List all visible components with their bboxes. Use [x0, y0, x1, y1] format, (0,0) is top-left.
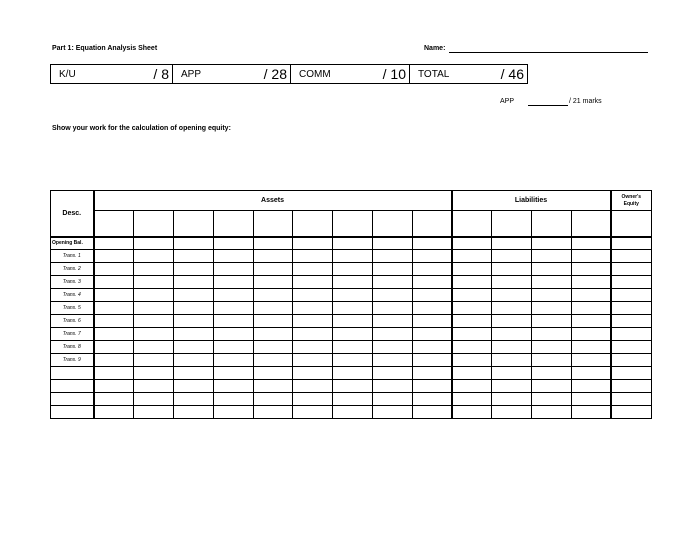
table-cell[interactable] [492, 367, 532, 380]
table-row [51, 276, 652, 289]
table-cell[interactable] [492, 302, 532, 315]
table-cell[interactable] [134, 406, 174, 419]
table-cell[interactable] [214, 354, 254, 367]
table-cell[interactable] [572, 341, 611, 354]
table-cell[interactable] [134, 367, 174, 380]
table-cell[interactable] [572, 250, 611, 263]
table-cell[interactable] [254, 406, 293, 419]
table-cell[interactable] [333, 380, 373, 393]
marks-label-comm: COMM [299, 69, 331, 80]
table-cell[interactable] [333, 315, 373, 328]
table-cell[interactable] [532, 393, 572, 406]
row-label: Trans. 8 [51, 341, 94, 354]
table-cell[interactable] [174, 289, 214, 302]
marks-cell-total [410, 65, 527, 83]
table-cell[interactable] [293, 393, 333, 406]
column-header-cell[interactable] [94, 211, 134, 237]
table-cell[interactable] [214, 341, 254, 354]
table-cell[interactable] [333, 289, 373, 302]
name-label: Name: [424, 45, 446, 52]
column-header-cell[interactable] [174, 211, 214, 237]
table-cell[interactable] [572, 354, 611, 367]
table-cell[interactable] [134, 393, 174, 406]
table-cell[interactable] [373, 341, 413, 354]
table-cell[interactable] [214, 276, 254, 289]
owners-equity-line1: Owner's [621, 193, 642, 200]
table-cell[interactable] [611, 367, 652, 380]
table-cell[interactable] [94, 380, 134, 393]
table-cell[interactable] [611, 315, 652, 328]
column-header-cell[interactable] [532, 211, 572, 237]
table-row [51, 328, 652, 341]
table-cell[interactable] [214, 406, 254, 419]
table-cell[interactable] [452, 237, 492, 250]
row-label: Opening Bal. [51, 237, 94, 250]
table-cell[interactable] [333, 263, 373, 276]
column-header-cell[interactable] [572, 211, 611, 237]
table-cell[interactable] [492, 354, 532, 367]
table-cell[interactable] [333, 406, 373, 419]
table-cell[interactable] [611, 237, 652, 250]
table-cell[interactable] [532, 250, 572, 263]
table-cell[interactable] [134, 315, 174, 328]
table-row [51, 367, 652, 380]
table-cell[interactable] [94, 289, 134, 302]
table-cell[interactable] [572, 276, 611, 289]
table-cell[interactable] [572, 289, 611, 302]
table-cell[interactable] [492, 276, 532, 289]
table-cell[interactable] [174, 341, 214, 354]
table-cell[interactable] [373, 354, 413, 367]
table-cell[interactable] [293, 341, 333, 354]
table-cell[interactable] [373, 276, 413, 289]
table-cell[interactable] [94, 328, 134, 341]
table-cell[interactable] [174, 393, 214, 406]
app-marks-value: / 21 marks [569, 98, 602, 105]
table-cell[interactable] [413, 406, 452, 419]
table-cell[interactable] [572, 237, 611, 250]
table-cell[interactable] [373, 250, 413, 263]
marks-label-ku: K/U [59, 69, 76, 80]
table-cell[interactable] [492, 250, 532, 263]
table-cell[interactable] [254, 250, 293, 263]
table-cell[interactable] [373, 302, 413, 315]
table-cell[interactable] [94, 250, 134, 263]
row-label [51, 406, 94, 419]
table-cell[interactable] [532, 367, 572, 380]
column-header-cell[interactable] [293, 211, 333, 237]
table-cell[interactable] [413, 328, 452, 341]
table-cell[interactable] [452, 393, 492, 406]
desc-header: Desc. [51, 191, 94, 237]
sheet-title: Part 1: Equation Analysis Sheet [52, 45, 158, 52]
table-cell[interactable] [492, 315, 532, 328]
table-cell[interactable] [373, 263, 413, 276]
table-cell[interactable] [293, 289, 333, 302]
table-cell[interactable] [413, 289, 452, 302]
table-cell[interactable] [174, 237, 214, 250]
table-cell[interactable] [94, 302, 134, 315]
table-cell[interactable] [452, 341, 492, 354]
equation-analysis-table [50, 190, 652, 419]
table-cell[interactable] [214, 263, 254, 276]
table-cell[interactable] [572, 263, 611, 276]
table-cell[interactable] [452, 406, 492, 419]
table-cell[interactable] [611, 302, 652, 315]
table-cell[interactable] [174, 276, 214, 289]
owners-equity-line2: Equity [623, 200, 639, 207]
table-row [51, 341, 652, 354]
row-label: Trans. 2 [51, 263, 94, 276]
table-cell[interactable] [492, 289, 532, 302]
row-label: Trans. 9 [51, 354, 94, 367]
row-label [51, 393, 94, 406]
table-cell[interactable] [214, 250, 254, 263]
table-cell[interactable] [333, 341, 373, 354]
name-field[interactable] [449, 52, 648, 53]
table-cell[interactable] [214, 393, 254, 406]
row-label [51, 380, 94, 393]
table-cell[interactable] [532, 263, 572, 276]
marks-cell-comm [291, 65, 410, 83]
header-row [51, 191, 652, 211]
table-cell[interactable] [373, 380, 413, 393]
table-cell[interactable] [293, 315, 333, 328]
column-header-cell[interactable] [214, 211, 254, 237]
table-row [51, 406, 652, 419]
table-cell[interactable] [254, 328, 293, 341]
column-header-cell[interactable] [254, 211, 293, 237]
table-cell[interactable] [572, 315, 611, 328]
table-cell[interactable] [293, 406, 333, 419]
column-header-cell[interactable] [373, 211, 413, 237]
column-header-cell[interactable] [492, 211, 532, 237]
marks-value-total: / 46 [500, 66, 524, 82]
table-cell[interactable] [611, 276, 652, 289]
table-cell[interactable] [333, 393, 373, 406]
table-cell[interactable] [293, 354, 333, 367]
marks-label-app: APP [181, 69, 202, 80]
marks-table [50, 64, 528, 84]
table-cell[interactable] [452, 263, 492, 276]
table-cell[interactable] [373, 315, 413, 328]
table-cell[interactable] [452, 250, 492, 263]
instruction-text: Show your work for the calculation of opening equity: [52, 125, 231, 132]
table-cell[interactable] [293, 237, 333, 250]
table-cell[interactable] [532, 289, 572, 302]
table-cell[interactable] [413, 367, 452, 380]
table-cell[interactable] [333, 237, 373, 250]
table-cell[interactable] [611, 341, 652, 354]
table-cell[interactable] [333, 367, 373, 380]
table-cell[interactable] [611, 406, 652, 419]
table-cell[interactable] [293, 250, 333, 263]
table-cell[interactable] [373, 328, 413, 341]
table-cell[interactable] [174, 302, 214, 315]
table-cell[interactable] [94, 263, 134, 276]
table-cell[interactable] [214, 367, 254, 380]
table-cell[interactable] [254, 341, 293, 354]
table-row [51, 250, 652, 263]
row-label [51, 367, 94, 380]
assets-header: Assets [94, 191, 452, 211]
app-marks-field[interactable] [528, 105, 568, 106]
table-row [51, 380, 652, 393]
table-cell[interactable] [134, 380, 174, 393]
table-row [51, 263, 652, 276]
table-cell[interactable] [413, 276, 452, 289]
row-label: Trans. 5 [51, 302, 94, 315]
table-row [51, 393, 652, 406]
table-cell[interactable] [373, 393, 413, 406]
table-cell[interactable] [413, 354, 452, 367]
table-cell[interactable] [532, 341, 572, 354]
table-cell[interactable] [413, 250, 452, 263]
table-cell[interactable] [413, 380, 452, 393]
table-cell[interactable] [174, 250, 214, 263]
table-cell[interactable] [373, 406, 413, 419]
table-row [51, 315, 652, 328]
table-cell[interactable] [214, 237, 254, 250]
table-cell[interactable] [492, 263, 532, 276]
marks-cell-app [173, 65, 291, 83]
marks-value-app: / 28 [263, 66, 287, 82]
row-label: Trans. 4 [51, 289, 94, 302]
column-header-cell[interactable] [333, 211, 373, 237]
table-cell[interactable] [293, 328, 333, 341]
table-cell[interactable] [492, 380, 532, 393]
table-cell[interactable] [293, 367, 333, 380]
table-cell[interactable] [333, 276, 373, 289]
table-cell[interactable] [214, 380, 254, 393]
row-label: Trans. 7 [51, 328, 94, 341]
table-cell[interactable] [293, 302, 333, 315]
table-cell[interactable] [214, 328, 254, 341]
table-cell[interactable] [532, 380, 572, 393]
table-cell[interactable] [254, 237, 293, 250]
table-row [51, 237, 652, 250]
table-cell[interactable] [373, 367, 413, 380]
table-cell[interactable] [94, 237, 134, 250]
table-cell[interactable] [254, 276, 293, 289]
table-row [51, 354, 652, 367]
table-cell[interactable] [134, 354, 174, 367]
table-cell[interactable] [94, 367, 134, 380]
table-cell[interactable] [572, 367, 611, 380]
table-cell[interactable] [611, 380, 652, 393]
table-cell[interactable] [452, 302, 492, 315]
table-cell[interactable] [134, 289, 174, 302]
table-cell[interactable] [532, 237, 572, 250]
table-cell[interactable] [452, 276, 492, 289]
table-cell[interactable] [174, 354, 214, 367]
table-cell[interactable] [254, 354, 293, 367]
owners-equity-header [611, 191, 652, 211]
column-header-cell[interactable] [611, 211, 652, 237]
table-cell[interactable] [611, 354, 652, 367]
table-cell[interactable] [94, 341, 134, 354]
table-cell[interactable] [611, 328, 652, 341]
table-cell[interactable] [452, 315, 492, 328]
table-cell[interactable] [373, 289, 413, 302]
table-cell[interactable] [254, 380, 293, 393]
table-cell[interactable] [94, 315, 134, 328]
table-cell[interactable] [492, 406, 532, 419]
subheader-row [51, 211, 652, 237]
table-cell[interactable] [134, 341, 174, 354]
table-cell[interactable] [452, 367, 492, 380]
table-cell[interactable] [174, 315, 214, 328]
table-cell[interactable] [94, 354, 134, 367]
table-row [51, 302, 652, 315]
table-cell[interactable] [293, 263, 333, 276]
table-cell[interactable] [611, 250, 652, 263]
table-cell[interactable] [572, 328, 611, 341]
table-cell[interactable] [254, 315, 293, 328]
table-cell[interactable] [174, 328, 214, 341]
table-cell[interactable] [254, 393, 293, 406]
table-cell[interactable] [134, 263, 174, 276]
table-cell[interactable] [373, 237, 413, 250]
marks-cell-ku [51, 65, 173, 83]
app-marks-label: APP [500, 98, 515, 105]
table-cell[interactable] [532, 315, 572, 328]
marks-value-comm: / 10 [382, 66, 406, 82]
table-cell[interactable] [611, 393, 652, 406]
table-cell[interactable] [413, 302, 452, 315]
table-cell[interactable] [214, 315, 254, 328]
table-cell[interactable] [333, 250, 373, 263]
table-cell[interactable] [452, 380, 492, 393]
table-cell[interactable] [532, 328, 572, 341]
table-cell[interactable] [452, 289, 492, 302]
table-cell[interactable] [532, 302, 572, 315]
marks-value-ku: / 8 [153, 66, 169, 82]
table-cell[interactable] [452, 328, 492, 341]
table-cell[interactable] [572, 302, 611, 315]
table-cell[interactable] [532, 354, 572, 367]
table-cell[interactable] [572, 393, 611, 406]
table-cell[interactable] [254, 263, 293, 276]
row-label: Trans. 1 [51, 250, 94, 263]
column-header-cell[interactable] [413, 211, 452, 237]
table-cell[interactable] [333, 328, 373, 341]
table-cell[interactable] [293, 276, 333, 289]
table-cell[interactable] [134, 302, 174, 315]
table-cell[interactable] [492, 341, 532, 354]
table-cell[interactable] [452, 354, 492, 367]
table-cell[interactable] [214, 289, 254, 302]
liabilities-header: Liabilities [452, 191, 611, 211]
table-cell[interactable] [532, 406, 572, 419]
table-cell[interactable] [413, 263, 452, 276]
table-cell[interactable] [254, 367, 293, 380]
table-cell[interactable] [134, 328, 174, 341]
table-cell[interactable] [492, 328, 532, 341]
table-cell[interactable] [492, 237, 532, 250]
column-header-cell[interactable] [452, 211, 492, 237]
table-cell[interactable] [413, 315, 452, 328]
table-cell[interactable] [413, 237, 452, 250]
table-cell[interactable] [572, 406, 611, 419]
table-cell[interactable] [492, 393, 532, 406]
table-cell[interactable] [333, 302, 373, 315]
marks-label-total: TOTAL [418, 69, 450, 80]
table-cell[interactable] [134, 276, 174, 289]
table-cell[interactable] [94, 393, 134, 406]
table-cell[interactable] [134, 237, 174, 250]
table-cell[interactable] [254, 289, 293, 302]
table-cell[interactable] [572, 380, 611, 393]
table-cell[interactable] [94, 406, 134, 419]
table-cell[interactable] [611, 289, 652, 302]
table-row [51, 289, 652, 302]
table-cell[interactable] [174, 367, 214, 380]
table-cell[interactable] [413, 393, 452, 406]
table-cell[interactable] [532, 276, 572, 289]
table-cell[interactable] [174, 380, 214, 393]
table-cell[interactable] [333, 354, 373, 367]
table-cell[interactable] [611, 263, 652, 276]
row-label: Trans. 3 [51, 276, 94, 289]
column-header-cell[interactable] [134, 211, 174, 237]
table-cell[interactable] [134, 250, 174, 263]
table-cell[interactable] [254, 302, 293, 315]
table-cell[interactable] [413, 341, 452, 354]
table-cell[interactable] [214, 302, 254, 315]
table-cell[interactable] [94, 276, 134, 289]
row-label: Trans. 6 [51, 315, 94, 328]
table-cell[interactable] [293, 380, 333, 393]
table-cell[interactable] [174, 263, 214, 276]
table-cell[interactable] [174, 406, 214, 419]
